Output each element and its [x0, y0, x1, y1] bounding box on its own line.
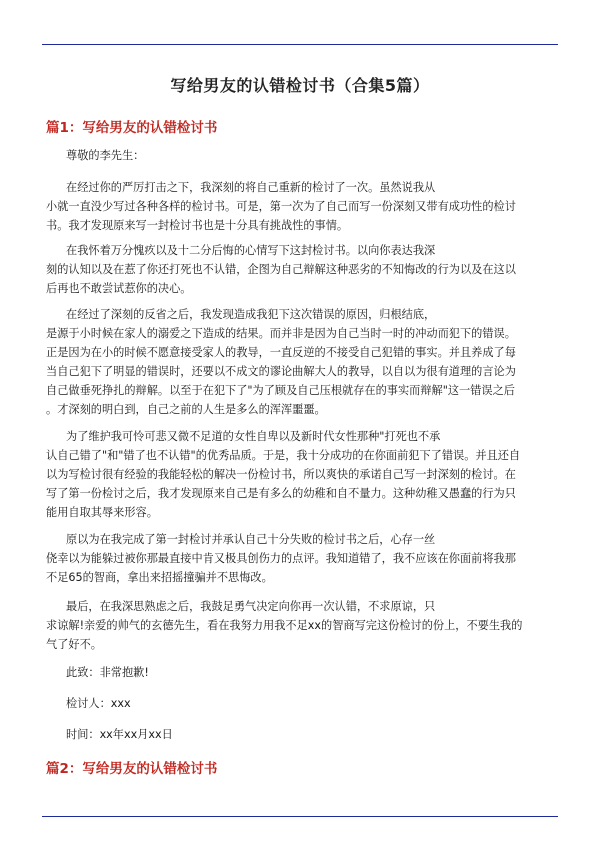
- paragraph-line: 求谅解!亲爱的帅气的玄德先生，看在我努力用我不足xx的智商写完这份检讨的份上，不要生我的: [46, 619, 523, 632]
- salutation-text: 尊敬的李先生：: [66, 149, 145, 162]
- paragraph-2: [46, 241, 558, 298]
- paragraph-line: 在经过了深刻的反省之后，我发现造成我犯下这次错误的原因，归根结底，: [66, 308, 436, 321]
- paragraph-line: 当自己犯下了明显的错误时，还要以不成文的谬论曲解大人的教导，以自以为很有道理的言论为: [46, 365, 516, 378]
- paragraph-line: 书。我才发现原来写一封检讨书也是十分具有挑战性的事情。: [46, 219, 349, 232]
- salutation: [46, 146, 558, 165]
- paragraph-1: [46, 178, 558, 235]
- paragraph-line: 正是因为在小的时候不愿意接受家人的教导，一直反逆的不接受自己犯错的事实。并且养成了每: [46, 346, 516, 359]
- paragraph-line: 最后，在我深思熟虑之后，我鼓足勇气决定向你再一次认错，不求原谅，只: [66, 600, 436, 613]
- paragraph-4: [46, 427, 558, 522]
- document-title: 写给男友的认错检讨书（合集5篇）: [170, 76, 430, 95]
- paragraph-line: 在经过你的严厉打击之下，我深刻的将自己重新的检讨了一次。虽然说我从: [66, 181, 436, 194]
- paragraph-line: 小就一直没少写过各种各样的检讨书。可是，第一次为了自己而写一份深刻又带有成功性的检讨: [46, 200, 516, 213]
- closing: [46, 663, 558, 682]
- paragraph-line: 原以为在我完成了第一封检讨并承认自己十分失败的检讨书之后，心存一丝: [66, 533, 436, 546]
- date-line: [46, 725, 558, 744]
- date-text: 时间：xx年xx月xx日: [66, 728, 173, 741]
- paragraph-line: 。才深刻的明白到，自己之前的人生是多么的浑浑噩噩。: [46, 403, 326, 416]
- section-heading-1: 篇1：写给男友的认错检讨书: [46, 120, 218, 136]
- paragraph-line: 写了第一份检讨之后，我才发现原来自己是有多么的幼稚和自不量力。这种幼稚又愚蠢的行为只: [46, 487, 516, 500]
- paragraph-line: 以为写检讨很有经验的我能轻松的解决一份检讨书，所以爽快的承诺自己写一封深刻的检讨。在: [46, 468, 516, 481]
- paragraph-6: [46, 597, 558, 654]
- paragraph-line: 认自己错了"和"错了也不认错"的优秀品质。于是，我十分成功的在你面前犯下了错误。并且还自: [46, 449, 521, 462]
- header-rule: [42, 44, 558, 45]
- paragraph-line: 是源于小时候在家人的溺爱之下造成的结果。而并非是因为自己当时一时的冲动而犯下的错误。: [46, 327, 516, 340]
- section-heading-2: 篇2：写给男友的认错检讨书: [46, 761, 218, 777]
- paragraph-line: 后再也不敢尝试惹你的决心。: [46, 282, 192, 295]
- signer: [46, 694, 558, 713]
- paragraph-3: [46, 305, 558, 419]
- paragraph-line: 在我怀着万分愧疚以及十二分后悔的心情写下这封检讨书。以向你表达我深: [66, 244, 436, 257]
- paragraph-line: 自己做垂死挣扎的辩解。以至于在犯下了"为了顾及自己压根就存在的事实而辩解"这一错误之后: [46, 384, 515, 397]
- paragraph-line: 能用自取其辱来形容。: [46, 506, 158, 519]
- closing-text: 此致：非常抱歉!: [66, 666, 149, 679]
- paragraph-line: 刻的认知以及在惹了你还打死也不认错，企图为自己辩解这种恶劣的不知悔改的行为以及在这以: [46, 263, 516, 276]
- paragraph-5: [46, 530, 558, 587]
- paragraph-line: 为了维护我可怜可悲又微不足道的女性自卑以及新时代女性那种"打死也不承: [66, 430, 441, 443]
- paragraph-line: 气了好不。: [46, 638, 102, 651]
- footer-rule: [42, 816, 558, 817]
- paragraph-line: 不足65的智商，拿出来招摇撞骗并不思悔改。: [46, 571, 273, 584]
- signer-text: 检讨人：xxx: [66, 697, 131, 710]
- paragraph-line: 侥幸以为能躲过被你那最直接中肯又极具创伤力的点评。我知道错了，我不应该在你面前将我那: [46, 552, 516, 565]
